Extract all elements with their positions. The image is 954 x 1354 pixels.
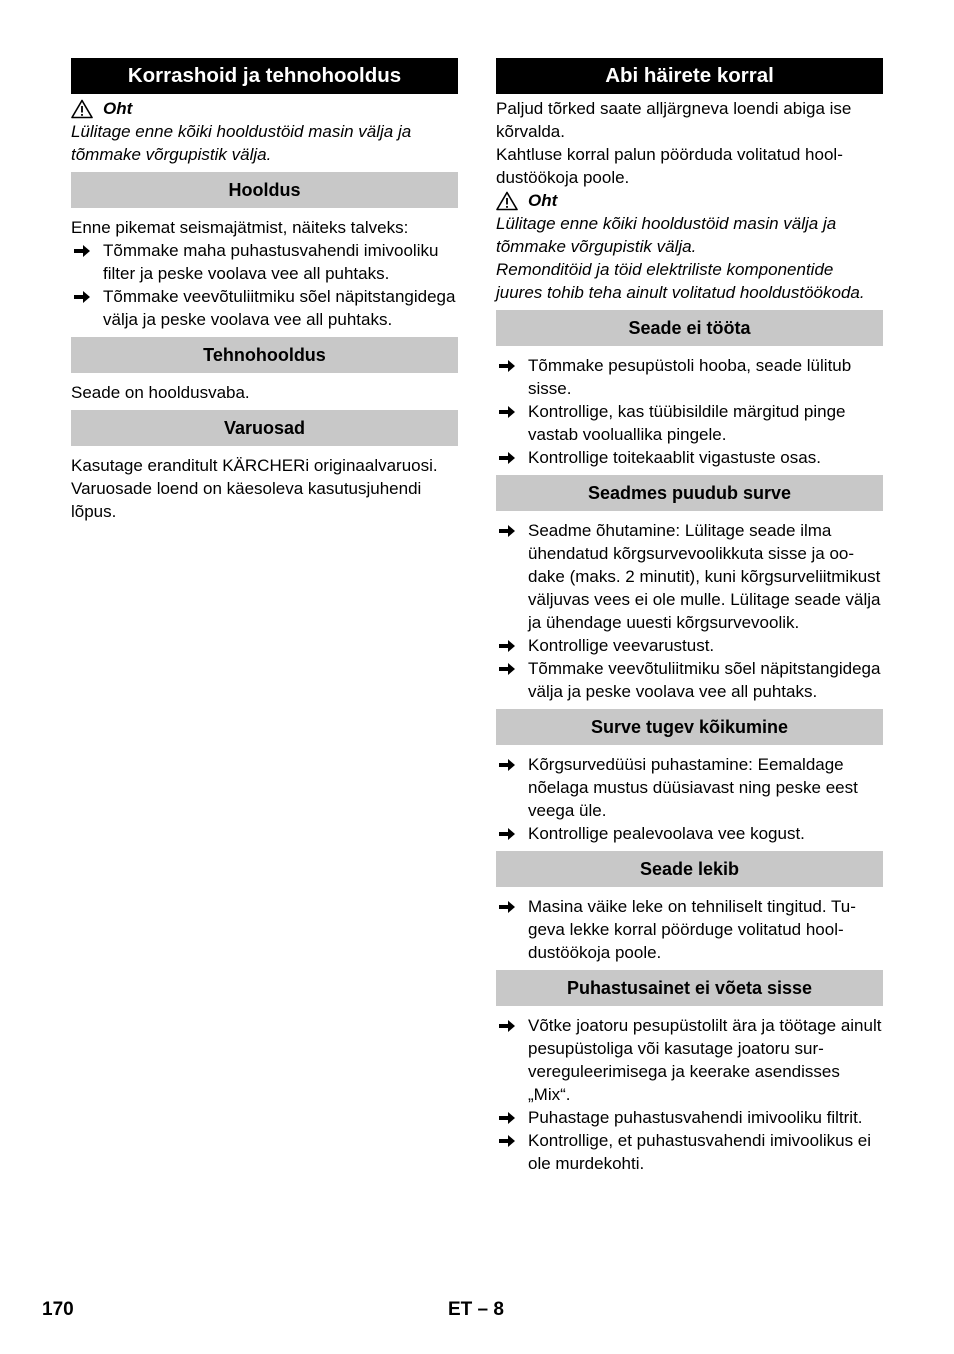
arrow-icon [498,359,516,373]
trouble-list [496,753,883,845]
list-item-text: Kontrollige, kas tüübisildile märgitud pinge vastab vooluallika pingele. [528,402,846,444]
subheading-seade-lekib: Seade lekib [496,851,883,887]
list-item-text: Seadme õhutamine: Lülitage seade ilma ühendatud kõrgsurvevoolikkuta sisse ja oodake (maks. 2 minutit), kuni kõrgsurveliitmikust väljuvas vees ei ole mulle. Lülitage seade välja ja ühendage uuesti kõrgsurvevoolik. [528,521,881,632]
trouble-list [496,895,883,964]
list-item [496,1129,883,1175]
arrow-icon [498,1019,516,1033]
warning-text-2: Remonditöid ja töid elektriliste komponentide juures tohib teha ainult volitatud hooldustöökoda. [496,260,865,302]
list-item [496,634,883,657]
varuosad-text: Kasutage eranditult KÄRCHERi originaalvaruosi. Varuosade loend on käesoleva kasutusjuhendi lõpus. [71,456,438,521]
page-code: ET – 8 [448,1299,504,1320]
subheading-puhastusainet-ei-voeta: Puhastusainet ei võeta sisse [496,970,883,1006]
arrow-icon [498,662,516,676]
arrow-icon [73,244,91,258]
section-title-troubleshooting: Abi häirete korral [496,58,883,94]
subheading-surve-tugev-koikumine: Surve tugev kõikumine [496,709,883,745]
warning-line [496,189,883,212]
arrow-icon [498,758,516,772]
list-item [496,446,883,469]
section-title-maintenance: Korrashoid ja tehnohooldus [71,58,458,94]
list-item-text: Tõmmake veevõtuliitmiku sõel näpitstangidega välja ja peske voolava vee all puhtaks. [528,659,881,701]
list-item-text: Puhastage puhastusvahendi imivooliku filtrit. [528,1108,863,1127]
warning-icon [71,99,93,119]
arrow-icon [498,405,516,419]
arrow-icon [498,900,516,914]
list-item-text: Masina väike leke on tehniliselt tingitud. Tugeva lekke korral pöörduge volitatud hooldustöökoja poole. [528,897,856,962]
arrow-icon [498,1111,516,1125]
arrow-icon [498,451,516,465]
page-number: 170 [42,1299,74,1320]
list-item [496,1106,883,1129]
list-item [496,354,883,400]
list-item [496,1014,883,1106]
warning-label: Oht [528,191,558,210]
hooldus-list [71,239,458,331]
tehnohooldus-text: Seade on hooldusvaba. [71,383,250,402]
list-item [71,239,458,285]
trouble-list [496,354,883,469]
arrow-icon [73,290,91,304]
list-item-text: Kontrollige toitekaablit vigastuste osas. [528,448,821,467]
warning-text-1: Lülitage enne kõiki hooldustöid masin välja ja tõmmake võrgupistik välja. [496,214,837,256]
intro-text-1: Paljud tõrked saate alljärgneva loendi abiga ise kõrvalda. [496,99,852,141]
subheading-tehnohooldus: Tehnohooldus [71,337,458,373]
warning-label: Oht [103,99,133,118]
warning-line [71,97,458,120]
subheading-seadmes-puudub-surve: Seadmes puudub surve [496,475,883,511]
list-item [496,753,883,822]
warning-icon [496,191,518,211]
subheading-seade-ei-toota: Seade ei tööta [496,310,883,346]
list-item [496,400,883,446]
trouble-list [496,1014,883,1175]
arrow-icon [498,524,516,538]
list-item [496,657,883,703]
list-item [496,895,883,964]
hooldus-intro: Enne pikemat seismajätmist, näiteks talveks: [71,218,409,237]
list-item-text: Tõmmake maha puhastusvahendi imivooliku filter ja peske voolava vee all puhtaks. [103,241,439,283]
trouble-list [496,519,883,703]
list-item [496,822,883,845]
arrow-icon [498,639,516,653]
list-item-text: Kontrollige veevarustust. [528,636,715,655]
subheading-varuosad: Varuosad [71,410,458,446]
arrow-icon [498,1134,516,1148]
subheading-hooldus: Hooldus [71,172,458,208]
warning-text: Lülitage enne kõiki hooldustöid masin välja ja tõmmake võrgupistik välja. [71,122,412,164]
list-item-text: Tõmmake pesupüstoli hooba, seade lülitub sisse. [528,356,852,398]
intro-text-2: Kahtluse korral palun pöörduda volitatud hooldustöökoja poole. [496,145,843,187]
list-item [496,519,883,634]
list-item-text: Võtke joatoru pesupüstolilt ära ja töötage ainult pesupüstoliga või kasutage joatoru survereguleerimisega ja keerake asendisses „Mix“. [528,1016,882,1104]
right-column [496,58,883,1175]
list-item-text: Kontrollige, et puhastusvahendi imivoolikus ei ole murdekohti. [528,1131,872,1173]
list-item-text: Kontrollige pealevoolava vee kogust. [528,824,805,843]
list-item-text: Tõmmake veevõtuliitmiku sõel näpitstangidega välja ja peske voolava vee all puhtaks. [103,287,456,329]
arrow-icon [498,827,516,841]
list-item-text: Kõrgsurvedüüsi puhastamine: Eemaldage nõelaga mustus düüsiavast ning peske eest veega üle. [528,755,858,820]
left-column [71,58,458,523]
list-item [71,285,458,331]
